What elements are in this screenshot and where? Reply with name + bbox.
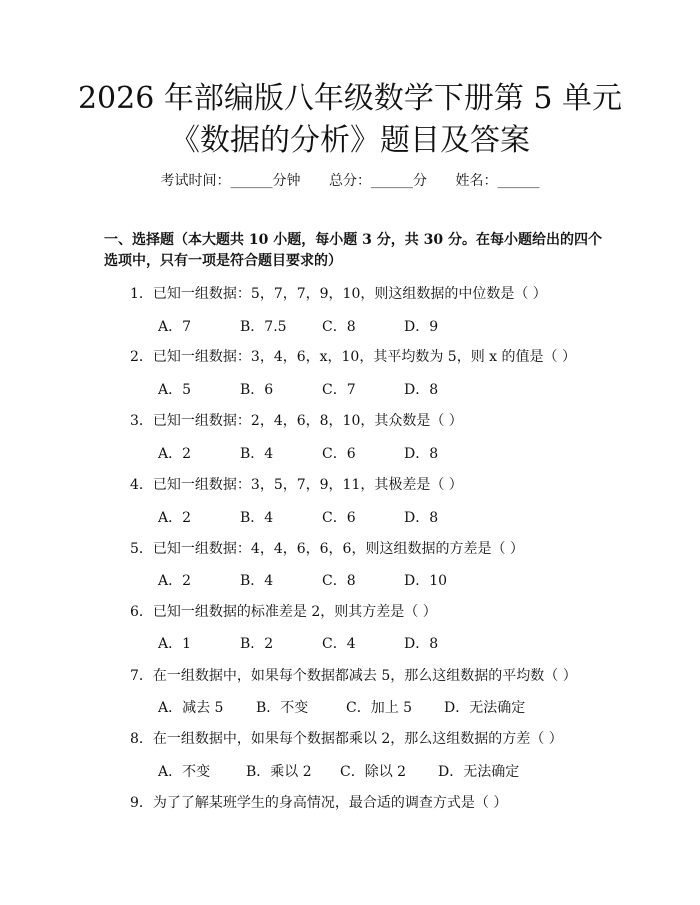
option-d: D．9 <box>404 319 439 335</box>
option-b: B．乘以 2 <box>246 764 312 780</box>
option-a: A．2 <box>158 510 192 526</box>
option-b: B．7.5 <box>240 319 287 335</box>
exam-name: 姓名：______ <box>455 173 540 189</box>
option-c: C．6 <box>322 510 356 526</box>
option-b: B．不变 <box>256 700 309 716</box>
option-a: A．不变 <box>158 764 211 780</box>
question-8: 8．在一组数据中，如果每个数据都乘以 2，那么这组数据的方差（ ） <box>130 731 563 747</box>
option-a: A．5 <box>158 382 192 398</box>
question-3: 3．已知一组数据：2，4，6，8，10，其众数是（ ） <box>130 413 463 429</box>
section-heading: 一、选择题（本大题共 10 小题，每小题 3 分，共 30 分。在每小题给出的四个选项中，只有一项是符合题目要求的） <box>104 232 602 269</box>
option-c: C．8 <box>322 573 356 589</box>
question-5: 5．已知一组数据：4，4，6，6，6，则这组数据的方差是（ ） <box>130 541 524 557</box>
option-d: D．8 <box>404 382 439 398</box>
option-b: B．4 <box>240 573 274 589</box>
option-c: C．6 <box>322 446 356 462</box>
option-c: C．加上 5 <box>346 700 413 716</box>
option-b: B．6 <box>240 382 274 398</box>
option-c: C．4 <box>322 636 356 652</box>
question-6: 6．已知一组数据的标准差是 2，则其方差是（ ） <box>130 604 437 620</box>
question-1: 1．已知一组数据：5，7，7，9，10，则这组数据的中位数是（ ） <box>130 286 547 302</box>
exam-time: 考试时间：______分钟 <box>160 173 301 189</box>
exam-info <box>0 170 700 190</box>
option-d: D．无法确定 <box>438 764 520 780</box>
option-d: D．无法确定 <box>444 700 526 716</box>
option-b: B．4 <box>240 446 274 462</box>
question-2: 2．已知一组数据：3，4，6，x，10，其平均数为 5，则 x 的值是（ ） <box>130 349 576 365</box>
option-d: D．8 <box>404 510 439 526</box>
question-7: 7．在一组数据中，如果每个数据都减去 5，那么这组数据的平均数（ ） <box>130 668 577 684</box>
option-c: C．8 <box>322 319 356 335</box>
option-d: D．8 <box>404 636 439 652</box>
question-4: 4．已知一组数据：3，5，7，9，11，其极差是（ ） <box>130 477 463 493</box>
option-b: B．4 <box>240 510 274 526</box>
option-a: A．2 <box>158 446 192 462</box>
option-a: A．减去 5 <box>158 700 224 716</box>
option-c: C．除以 2 <box>340 764 407 780</box>
question-9: 9．为了了解某班学生的身高情况，最合适的调查方式是（ ） <box>130 795 508 811</box>
option-c: C．7 <box>322 382 356 398</box>
document-title: 2026 年部编版八年级数学下册第 5 单元《数据的分析》题目及答案 <box>77 81 623 158</box>
option-b: B．2 <box>240 636 274 652</box>
option-d: D．10 <box>404 573 448 589</box>
exam-score: 总分：______分 <box>329 173 427 189</box>
option-a: A．7 <box>158 319 192 335</box>
option-a: A．2 <box>158 573 192 589</box>
option-a: A．1 <box>158 636 192 652</box>
option-d: D．8 <box>404 446 439 462</box>
